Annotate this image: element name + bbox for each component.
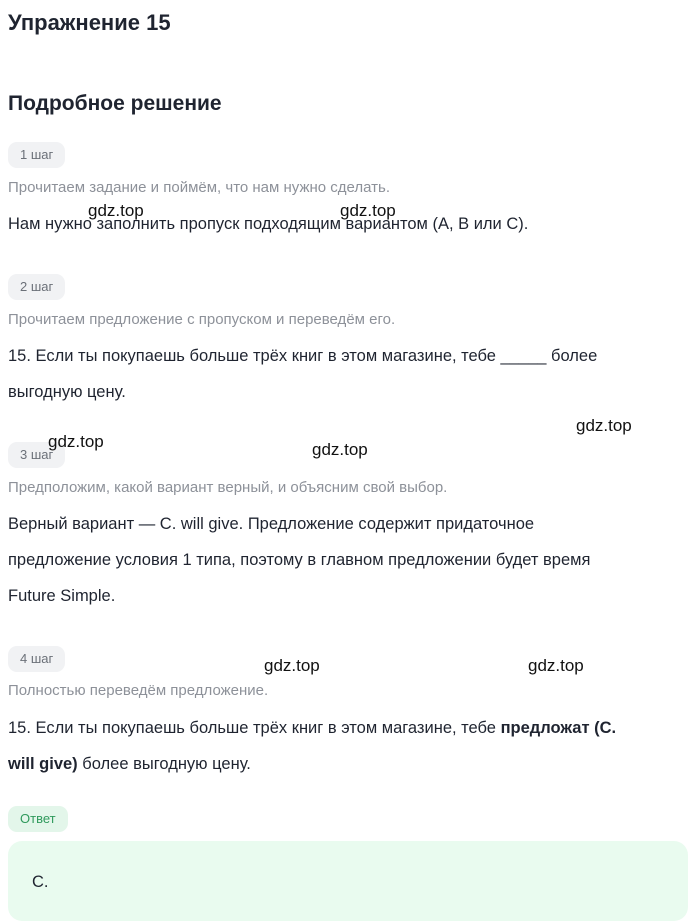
step-4-text-after: более выгодную цену. — [77, 755, 251, 773]
step-3-text-line-3: Future Simple. — [8, 587, 116, 605]
watermark: gdz.top — [48, 432, 104, 451]
step-2-text — [8, 338, 678, 410]
answer-value: C. — [32, 873, 49, 891]
watermark: gdz.top — [88, 201, 144, 220]
answer-badge: Ответ — [8, 806, 68, 832]
exercise-title: Упражнение 15 — [8, 10, 171, 35]
step-2-text-line-1: 15. Если ты покупаешь больше трёх книг в этом магазине, тебе _____ более — [8, 347, 598, 365]
watermark: gdz.top — [576, 416, 632, 435]
step-3-badge: 3 шаг — [8, 442, 65, 468]
step-1-badge: 1 шаг — [8, 142, 65, 168]
step-1-text: Нам нужно заполнить пропуск подходящим вариантом (A, B или C). — [8, 215, 529, 233]
watermark: gdz.top — [264, 656, 320, 675]
step-4-text — [8, 710, 678, 782]
step-2-text-line-2: выгодную цену. — [8, 383, 126, 401]
step-4-text-before: 15. Если ты покупаешь больше трёх книг в этом магазине, тебе — [8, 719, 501, 737]
step-4-badge: 4 шаг — [8, 646, 65, 672]
step-2-badge: 2 шаг — [8, 274, 65, 300]
step-4-text-bold-1: предложат (C. — [500, 719, 617, 737]
watermark: gdz.top — [528, 656, 584, 675]
step-4-hint: Полностью переведём предложение. — [8, 682, 269, 699]
watermark: gdz.top — [340, 201, 396, 220]
answer-box — [8, 841, 688, 921]
step-1-hint: Прочитаем задание и поймём, что нам нужно сделать. — [8, 179, 391, 196]
step-3-text — [8, 506, 678, 614]
solution-heading: Подробное решение — [8, 92, 222, 115]
step-3-text-line-1: Верный вариант — C. will give. Предложение содержит придаточное — [8, 515, 535, 533]
step-3-text-line-2: предложение условия 1 типа, поэтому в главном предложении будет время — [8, 551, 591, 569]
step-3-hint: Предположим, какой вариант верный, и объясним свой выбор. — [8, 479, 448, 496]
watermark: gdz.top — [312, 440, 368, 459]
step-4-text-bold-2: will give) — [8, 755, 78, 773]
step-2-hint: Прочитаем предложение с пропуском и переведём его. — [8, 311, 396, 328]
